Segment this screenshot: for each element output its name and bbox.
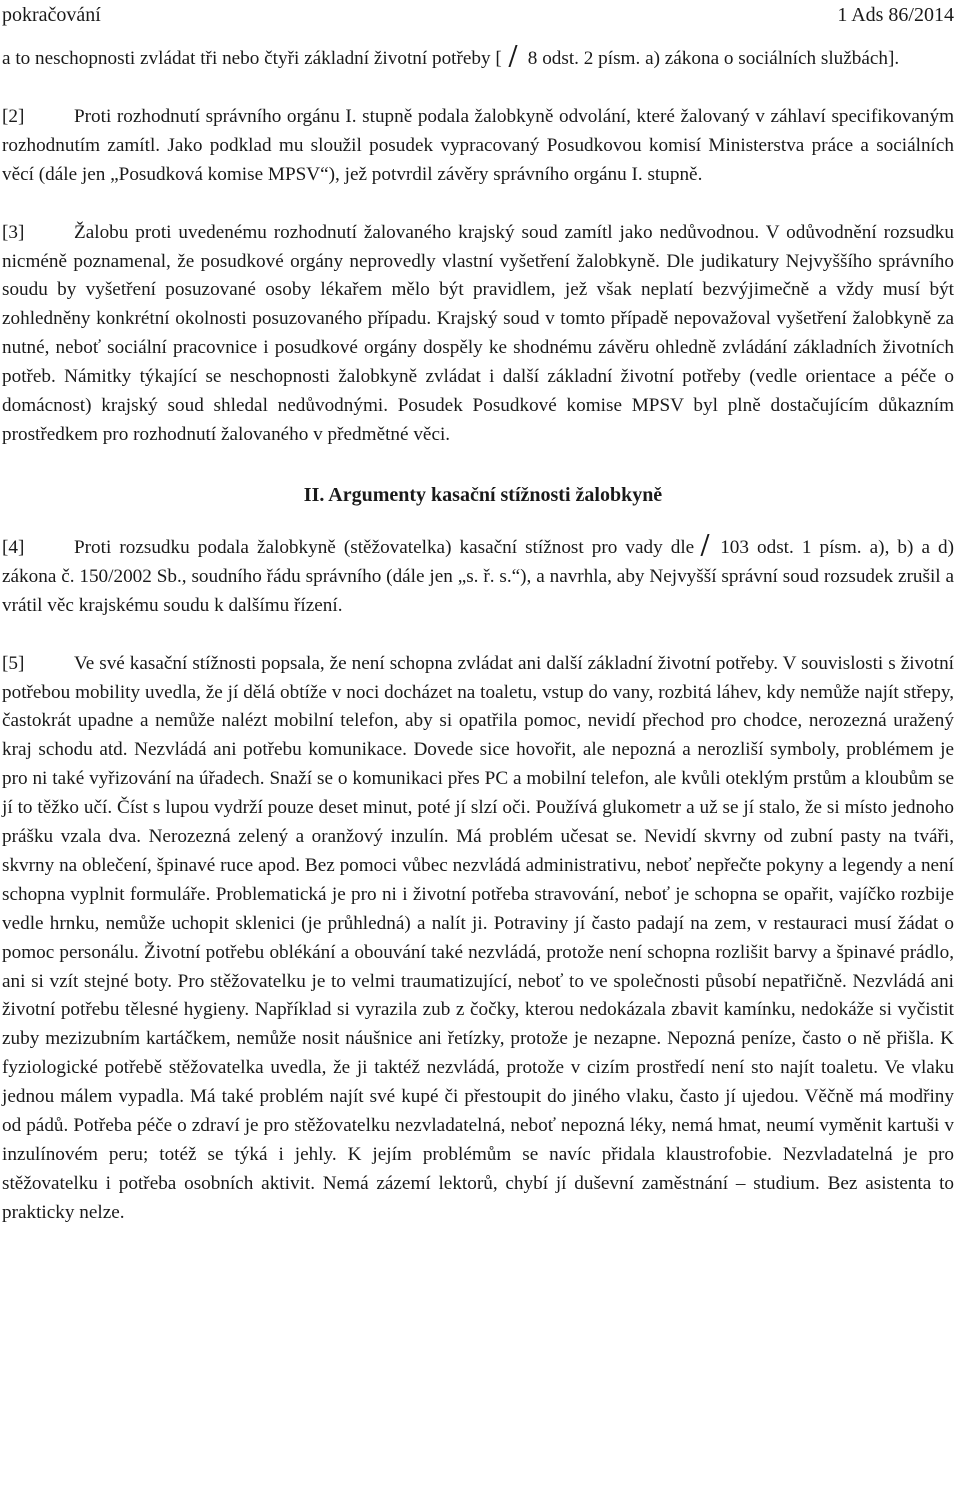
paragraph-text: Ve své kasační stížnosti popsala, že není schopna zvládat ani další základní životní potřeby. V souvislosti s životní potřebou mobility uvedla, že jí dělá obtíže v noci docházet na toaletu, vstup do vany, rozbitá láhev, kdy nemůže najít střepy, častokrát upadne a nemůže nalézt mobilní telefon, aby si opatřila pomoc, nevidí přechod pro chodce, nerozezná uražený kraj schodu atd. Nezvládá ani potřebu komunikace. Dovede sice hovořit, ale nepozná a nerozliší symboly, problémem je pro ni také vyřizování na úřadech. Snaží se o komunikaci přes PC a mobilní telefon, ale kvůli oteklým prstům a kloubům se jí to těžko učí. Číst s lupou vydrží pouze deset minut, poté jí slzí oči. Používá glukometr a už se jí stalo, že si místo jednoho prášku vzala dva. Nerozezná zelený a oranžový inzulín. Má problém učesat se. Nevidí skvrny od zubní pasty na tváři, skvrny na oblečení, špinavé ruce apod. Bez pomoci vůbec nezvládá administrativu, neboť nepřečte pokyny a legendy a není schopna vyplnit formuláře. Problematická je pro ni i životní potřeba stravování, neboť je schopna se opařit, vajíčko rozbije vedle hrnku, nemůže uchopit sklenici (je průhledná) a nalít ji. Potraviny jí často padají na zem, v restauraci musí žádat o pomoc personálu. Životní potřebu oblékání a obouvání také nezvládá, protože není schopna rozlišit barvy a špinavé prádlo, ani si vzít stejné boty. Pro stěžovatelku je to velmi traumatizující, neboť to ve společnosti působí nepatřičně. Nezvládá ani životní potřebu tělesné hygieny. Například si vyrazila zub z čočky, kterou nedokázala zbavit kamínku, nedokáže si vyčistit zuby mezizubním kartáčkem, nemůže nosit náušnice ani řetízky, protože je nezapne. Nepozná peníze, často o ně přišla. K fyziologické potřebě stěžovatelka uvedla, že ji taktéž nezvládá, protože v cizím prostředí není sto najít toaletu. Ve vlaku jednou málem vypadla. Má také problém najít své kupé či přestoupit do jiného vlaku, často jí ujedou. Věčně má modřiny od pádů. Potřeba péče o zdraví je pro stěžovatelku nezvladatelná, neboť nepozná léky, nemá hmat, neumí vyměnit kartuši v inzulínovém peru; totéž se týká i jehly. K jejím problémům se navíc přidala klaustrofobie. Nezvladatelná je pro stěžovatelku i potřeba osobních aktivit. Nemá zázemí lektorů, chybí jí duševní zaměstnání – studium. Bez asistenta to prakticky nelze. xyxy=(2,652,954,1223)
paragraph-text: 8 odst. 2 písm. a) zákona o sociálních službách]. xyxy=(527,48,900,69)
page-header xyxy=(2,0,954,29)
section-heading xyxy=(2,480,954,510)
paragraph-number: [3] xyxy=(2,221,25,243)
section-sign-icon xyxy=(700,534,714,556)
paragraph-text: 103 odst. 1 písm. a), b) a d) zákona č. 150/2002 Sb., soudního řádu správního (dále jen „s. ř. s.“), a navrhla, aby Nejvyšší správní soud rozsudek zrušil a vrátil věc krajskému soudu k dalšímu řízení. xyxy=(2,536,954,616)
paragraph-text: Žalobu proti uvedenému rozhodnutí žalovaného krajský soud zamítl jako nedůvodnou. V odůvodnění rozsudku nicméně poznamenal, že posudkové orgány neprovedly vlastní vyšetření žalobkyně. Dle judikatury Nejvyššího správního soudu by vyšetření posuzované osoby lékařem mělo být pravidlem, jež však neplatí bezvýjimečně a vždy musí být zohledněny konkrétní okolnosti posuzovaného případu. Krajský soud v tomto případě nepovažoval vyšetření žalobkyně za nutné, neboť sociální pracovnice i posudkové orgány dospěly ke shodnému závěru ohledně zvládání základních životních potřeb. Námitky týkající se neschopnosti žalobkyně zvládat i další základní životní potřeby (vedle orientace a péče o domácnost) krajský soud shledal nedůvodnými. Posudek Posudkové komise MPSV byl plně dostačujícím důkazním prostředkem pro rozhodnutí žalovaného v předmětné věci. xyxy=(2,221,954,445)
paragraph-text: a to neschopnosti zvládat tři nebo čtyři základní životní potřeby [ xyxy=(2,48,502,69)
paragraph-2 xyxy=(2,103,954,190)
header-case-number: 1 Ads 86/2014 xyxy=(837,4,954,26)
paragraph-number: [2] xyxy=(2,105,25,127)
paragraph-3 xyxy=(2,219,954,450)
paragraph-5 xyxy=(2,650,954,1228)
paragraph-number: [4] xyxy=(2,536,25,558)
paragraph-4 xyxy=(2,534,954,621)
paragraph-number: [5] xyxy=(2,652,25,674)
paragraph-1-continued xyxy=(2,45,954,74)
header-continuation-label: pokračování xyxy=(2,4,101,26)
section-roman-number: II. xyxy=(303,483,325,506)
section-title: Argumenty kasační stížnosti žalobkyně xyxy=(328,483,663,506)
paragraph-text: Proti rozhodnutí správního orgánu I. stupně podala žalobkyně odvolání, které žalovaný v záhlaví specifikovaným rozhodnutím zamítl. Jako podklad mu sloužil posudek vypracovaný Posudkovou komisí Ministerstva práce a sociálních věcí (dále jen „Posudková komise MPSV“), jež potvrdil závěry správního orgánu I. stupně. xyxy=(2,105,954,185)
paragraph-text: Proti rozsudku podala žalobkyně (stěžovatelka) kasační stížnost pro vady dle xyxy=(74,536,695,558)
section-sign-icon xyxy=(508,45,522,67)
